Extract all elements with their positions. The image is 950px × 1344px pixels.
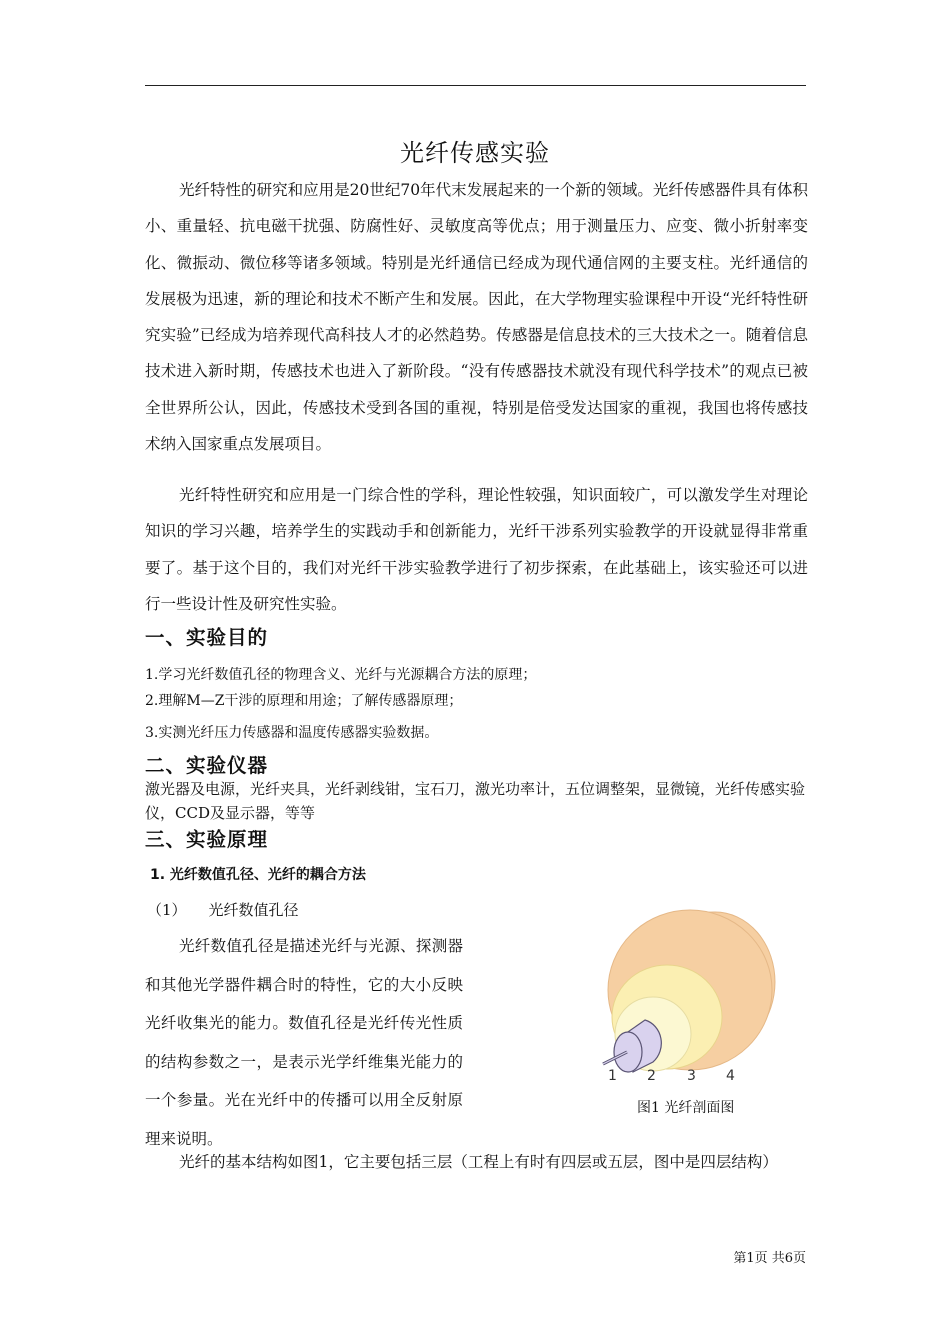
- layer-label-2: 2: [647, 1068, 656, 1084]
- page-title: 光纤传感实验: [400, 139, 550, 167]
- sub-subsection-heading: [147, 899, 299, 920]
- objective-item-2: 2.理解M—Z干涉的原理和用途；了解传感器原理；: [145, 693, 463, 709]
- intro-paragraph-2: 光纤特性研究和应用是一门综合性的学科，理论性较强，知识面较广，可以激发学生对理论知识的学习兴趣，培养学生的实践动手和创新能力，光纤干涉系列实验教学的开设就显得非常重要了。基于这个目的，我们对光纤干涉实验教学进行了初步探索，在此基础上，该实验还可以进行一些设计性及研究性实验。: [145, 486, 808, 613]
- fiber-structure-paragraph: 光纤的基本结构如图1，它主要包括三层（工程上有时有四层或五层，图中是四层结构）: [179, 1153, 778, 1171]
- section-heading-objectives: 一、实验目的: [145, 626, 269, 649]
- intro-paragraph-1: 光纤特性的研究和应用是20世纪70年代末发展起来的一个新的领域。光纤传感器件具有体积小、重量轻、抗电磁干扰强、防腐性好、灵敏度高等优点；用于测量压力、应变、微小折射率变化、微振动、微位移等诸多领域。特别是光纤通信已经成为现代通信网的主要支柱。光纤通信的发展极为迅速，新的理论和技术不断产生和发展。因此，在大学物理实验课程中开设“光纤特性研究实验”已经成为培养现代高科技人才的必然趋势。传感器是信息技术的三大技术之一。随着信息技术进入新时期，传感技术也进入了新阶段。“没有传感器技术就没有现代科学技术”的观点已被全世界所公认，因此，传感技术受到各国的重视，特别是倍受发达国家的重视，我国也将传感技术纳入国家重点发展项目。: [145, 181, 808, 454]
- subsection-heading: 1. 光纤数值孔径、光纤的耦合方法: [150, 867, 366, 883]
- objective-item-1: 1.学习光纤数值孔径的物理含义、光纤与光源耦合方法的原理；: [145, 667, 537, 683]
- layer-label-4: 4: [726, 1068, 735, 1084]
- fiber-core-face: [614, 1032, 642, 1072]
- section-heading-instruments: 二、实验仪器: [145, 754, 269, 777]
- page-number: 第1页 共6页: [733, 1251, 806, 1266]
- numerical-aperture-paragraph: 光纤数值孔径是描述光纤与光源、探测器和其他光学器件耦合时的特性，它的大小反映光纤收集光的能力。数值孔径是光纤传光性质的结构参数之一，是表示光学纤维集光能力的一个参量。光在光纤中的传播可以用全反射原理来说明。: [145, 937, 463, 1148]
- figure-caption: 图1 光纤剖面图: [637, 1100, 735, 1116]
- sub-subsection-title: 光纤数值孔径: [208, 901, 299, 919]
- layer-label-3: 3: [687, 1068, 696, 1084]
- header-rule: [145, 85, 806, 86]
- section-heading-principle: 三、实验原理: [145, 828, 269, 851]
- instrument-list: 激光器及电源，光纤夹具，光纤剥线钳，宝石刀，激光功率计，五位调整架，显微镜，光纤传感实验仪，CCD及显示器，等等: [145, 780, 806, 822]
- fiber-diagram: [595, 902, 795, 1084]
- sub-subsection-number: （1）: [147, 901, 187, 919]
- fiber-cross-section-figure: [595, 902, 795, 1084]
- layer-label-1: 1: [608, 1068, 617, 1084]
- objective-item-3: 3.实测光纤压力传感器和温度传感器实验数据。: [145, 725, 439, 741]
